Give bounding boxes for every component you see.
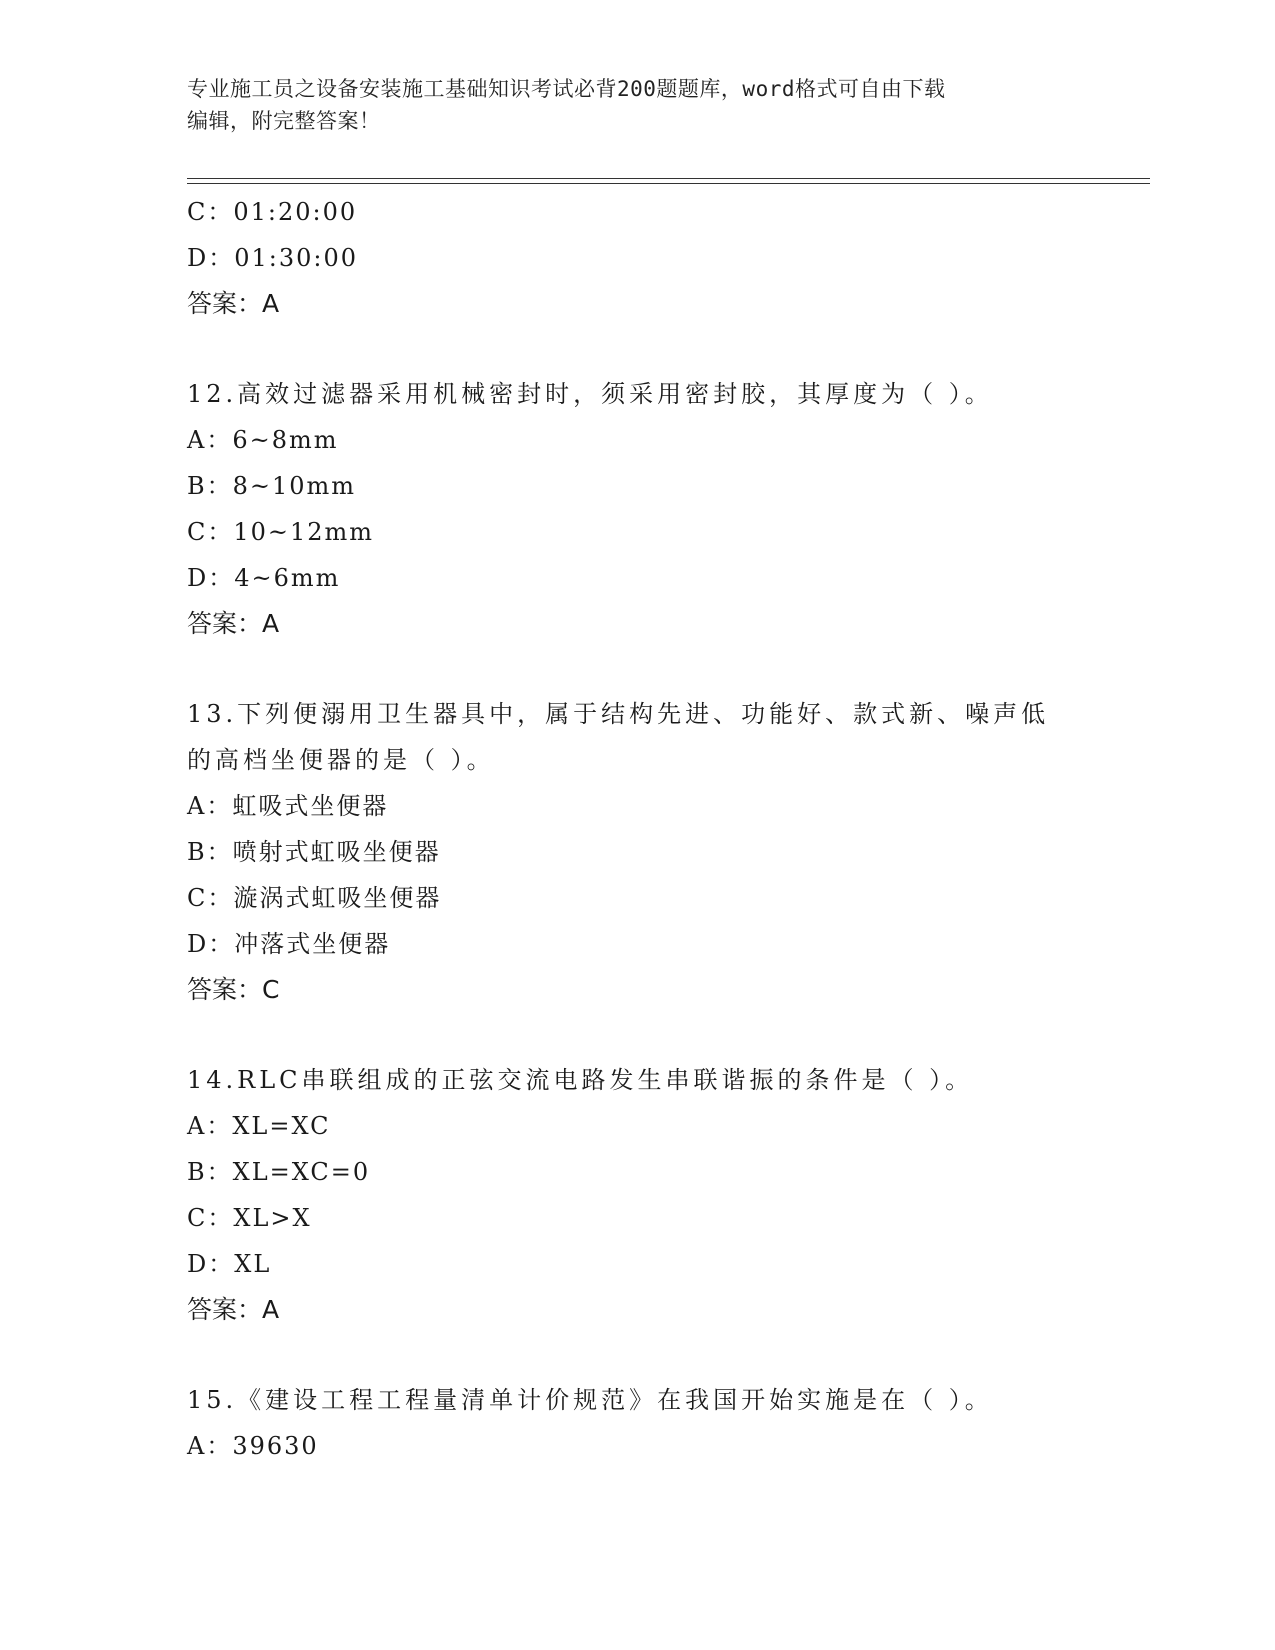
option-b: B：XL=XC=0 bbox=[187, 1158, 371, 1186]
question-text-line-2: 的高档坐便器的是（ ）。 bbox=[187, 746, 495, 774]
question-text: 15.《建设工程工程量清单计价规范》在我国开始实施是在（ ）。 bbox=[187, 1386, 993, 1414]
spacer bbox=[187, 647, 1087, 691]
option-c: C：漩涡式虹吸坐便器 bbox=[187, 884, 442, 912]
option-b: B：喷射式虹吸坐便器 bbox=[187, 838, 441, 866]
question-11 bbox=[187, 189, 1087, 327]
option-d: D：冲落式坐便器 bbox=[187, 930, 391, 958]
answer: 答案：A bbox=[187, 289, 280, 318]
option-d: D：4~6mm bbox=[187, 564, 341, 592]
header-title-line-1: 专业施工员之设备安装施工基础知识考试必背200题题库，word格式可自由下载 bbox=[187, 77, 946, 101]
option-c: C：10~12mm bbox=[187, 518, 375, 546]
option-a: A：XL=XC bbox=[187, 1112, 331, 1140]
option-d: D：01:30:00 bbox=[187, 244, 359, 272]
spacer bbox=[187, 327, 1087, 371]
option-a: A：39630 bbox=[187, 1432, 319, 1460]
option-b: B：8~10mm bbox=[187, 472, 357, 500]
question-14 bbox=[187, 1057, 1087, 1333]
option-a: A：虹吸式坐便器 bbox=[187, 792, 389, 820]
answer: 答案：C bbox=[187, 975, 280, 1004]
header-divider bbox=[187, 178, 1150, 184]
option-a: A：6~8mm bbox=[187, 426, 339, 454]
question-text: 14.RLC串联组成的正弦交流电路发生串联谐振的条件是（ ）。 bbox=[187, 1066, 974, 1094]
answer: 答案：A bbox=[187, 1295, 280, 1324]
option-d: D：XL bbox=[187, 1250, 272, 1278]
page-header bbox=[187, 73, 1077, 137]
question-text-line-1: 13.下列便溺用卫生器具中，属于结构先进、功能好、款式新、噪声低 bbox=[187, 700, 1050, 728]
question-list bbox=[187, 189, 1087, 1469]
option-c: C：01:20:00 bbox=[187, 198, 358, 226]
option-c: C：XL>X bbox=[187, 1204, 312, 1232]
question-text: 12.高效过滤器采用机械密封时，须采用密封胶，其厚度为（ ）。 bbox=[187, 380, 993, 408]
question-13 bbox=[187, 691, 1087, 1013]
spacer bbox=[187, 1333, 1087, 1377]
question-12 bbox=[187, 371, 1087, 647]
header-title-line-2: 编辑，附完整答案！ bbox=[187, 109, 381, 133]
spacer bbox=[187, 1013, 1087, 1057]
answer: 答案：A bbox=[187, 609, 280, 638]
question-15 bbox=[187, 1377, 1087, 1469]
